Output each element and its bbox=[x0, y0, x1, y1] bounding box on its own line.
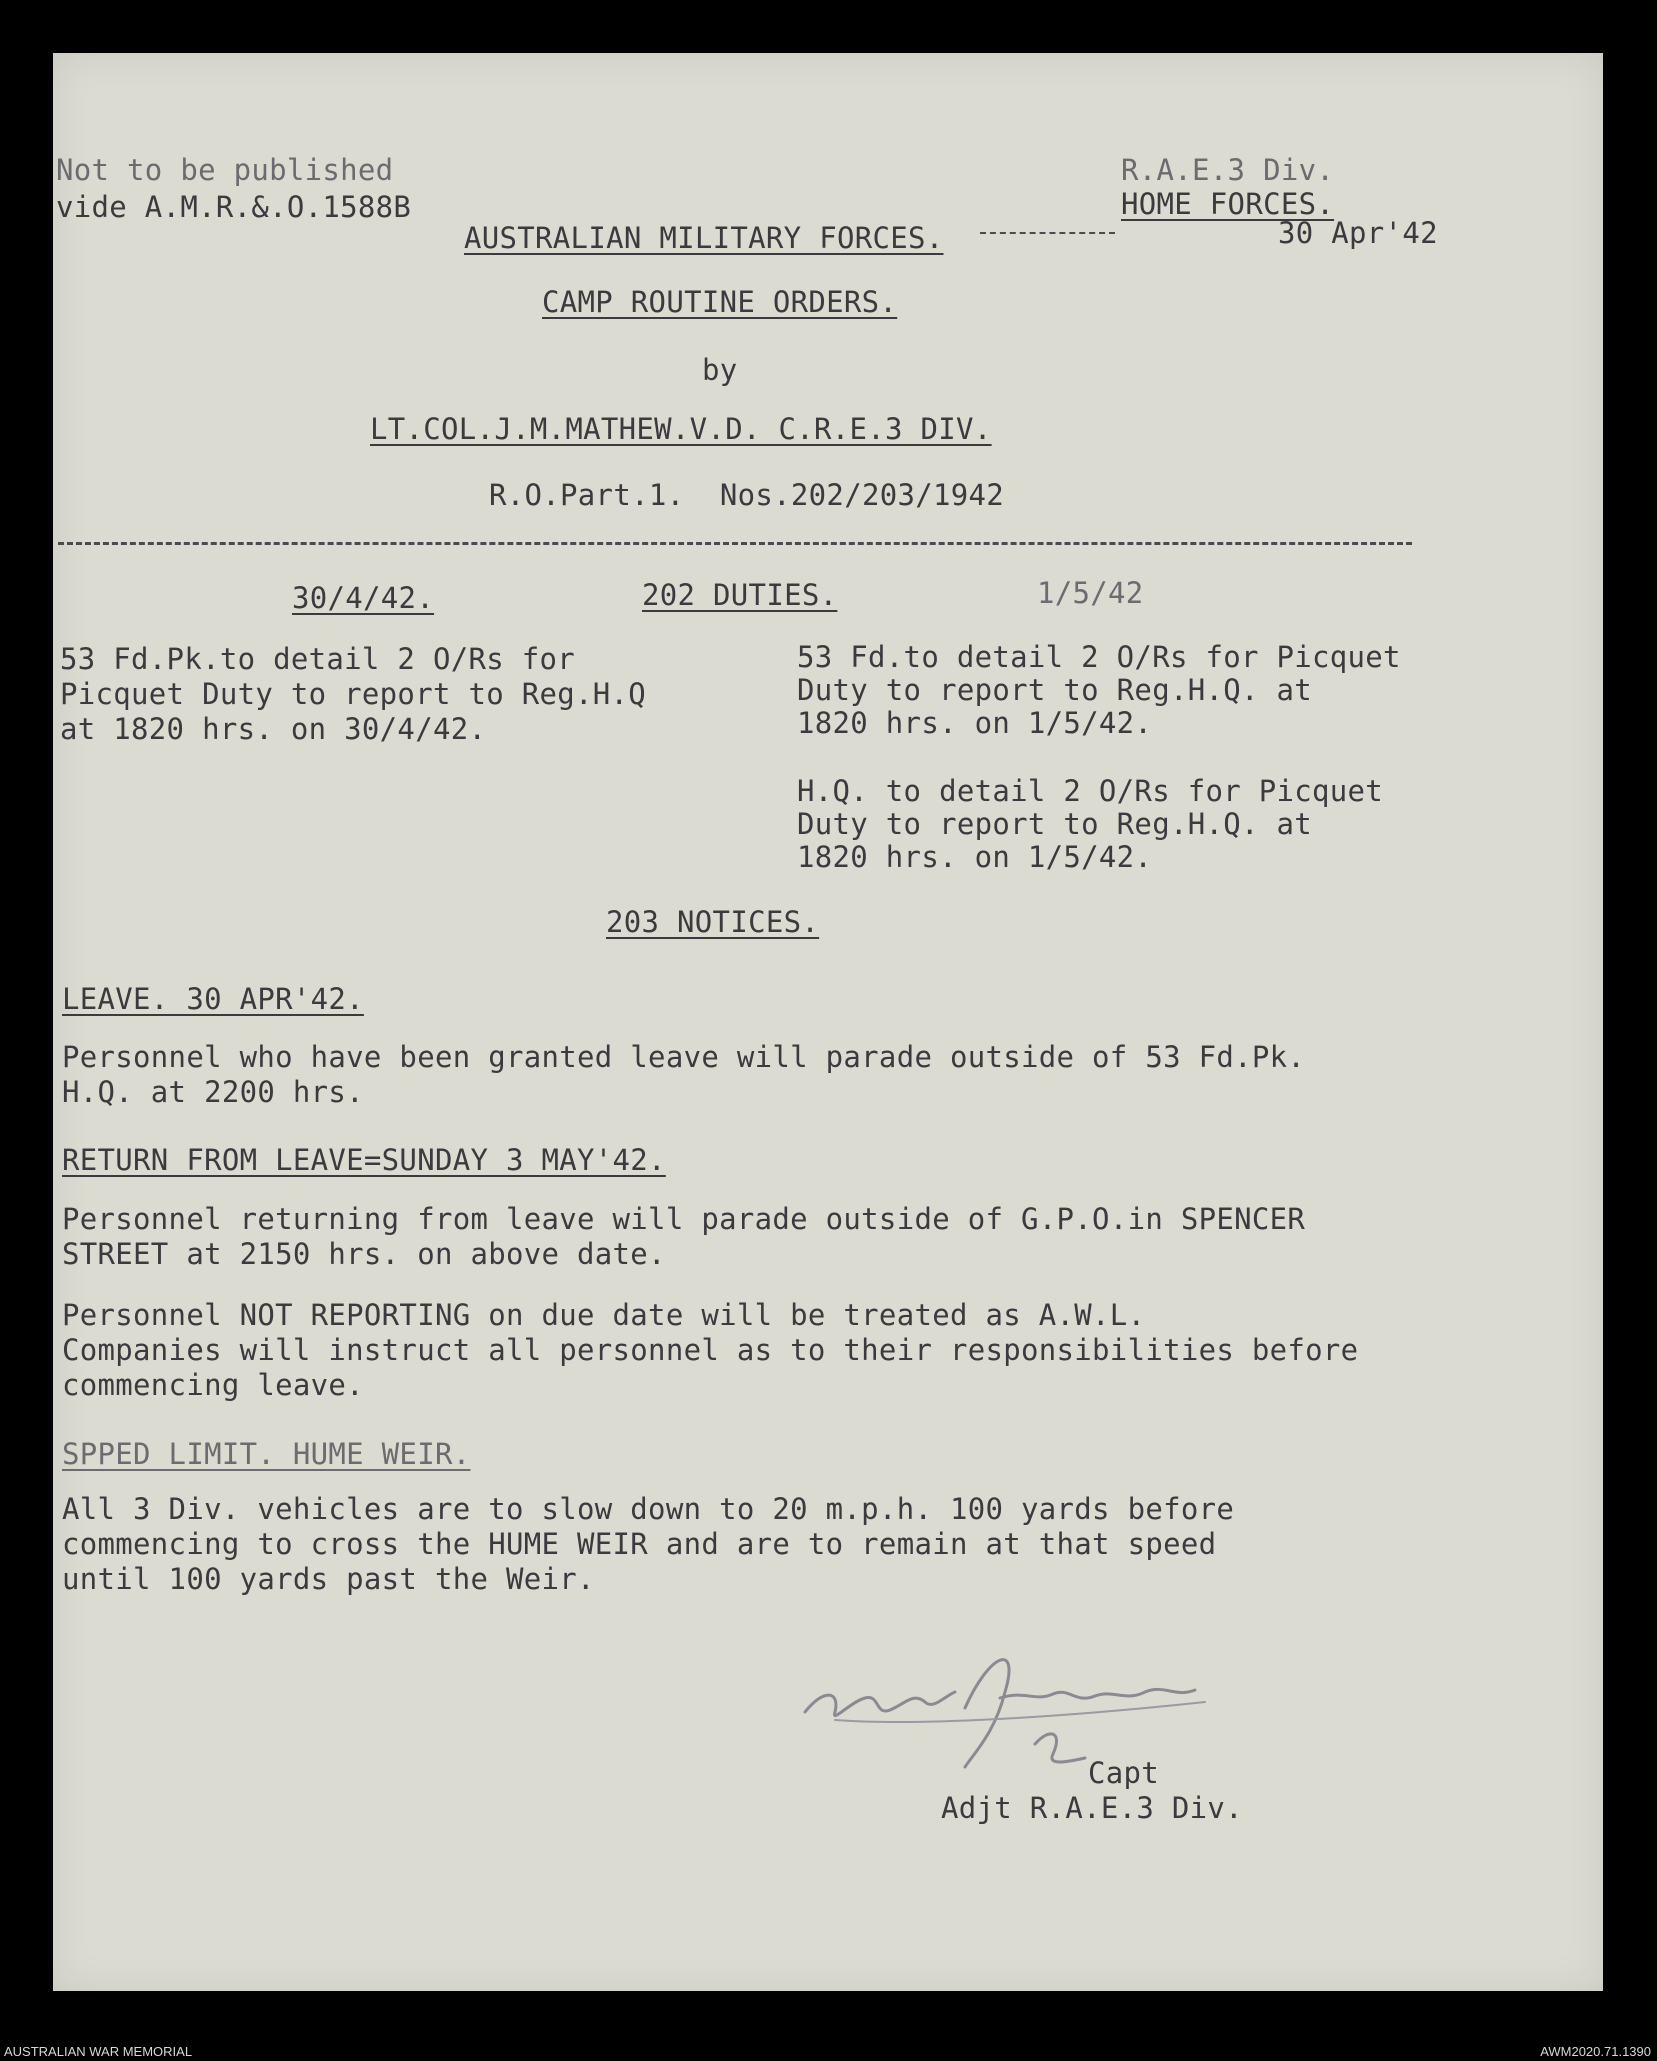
duty-left-line2: Picquet Duty to report to Reg.H.Q bbox=[60, 677, 647, 711]
speed-limit-heading: SPPED LIMIT. HUME WEIR. bbox=[62, 1437, 471, 1471]
signatory-rank: Capt bbox=[1088, 1756, 1160, 1790]
duty-right1-line1: 53 Fd.to detail 2 O/Rs for Picquet bbox=[797, 640, 1401, 674]
section-divider bbox=[58, 542, 1412, 545]
awl-line2: Companies will instruct all personnel as to their responsibilities before bbox=[62, 1333, 1359, 1367]
issuing-officer: LT.COL.J.M.MATHEW.V.D. C.R.E.3 DIV. bbox=[370, 412, 992, 446]
duties-heading: 202 DUTIES. bbox=[642, 578, 838, 612]
duty-left-line1: 53 Fd.Pk.to detail 2 O/Rs for bbox=[60, 642, 576, 676]
duty-right2-line1: H.Q. to detail 2 O/Rs for Picquet bbox=[797, 774, 1384, 808]
document-date: 30 Apr'42 bbox=[1278, 216, 1438, 250]
speed-line1: All 3 Div. vehicles are to slow down to 20 m.p.h. 100 yards before bbox=[62, 1492, 1235, 1526]
return-line1: Personnel returning from leave will parade outside of G.P.O.in SPENCER bbox=[62, 1202, 1306, 1236]
duty-right1-line2: Duty to report to Reg.H.Q. at bbox=[797, 673, 1313, 707]
routine-order-reference: R.O.Part.1. Nos.202/203/1942 bbox=[489, 478, 1005, 512]
leave-line1: Personnel who have been granted leave will parade outside of 53 Fd.Pk. bbox=[62, 1040, 1306, 1074]
distribution-note-line2: vide A.M.R.&.O.1588B bbox=[56, 190, 412, 224]
archive-reference: AWM2020.71.1390 bbox=[1540, 2044, 1651, 2059]
by-line: by bbox=[702, 353, 738, 387]
return-line2: STREET at 2150 hrs. on above date. bbox=[62, 1237, 666, 1271]
notices-heading: 203 NOTICES. bbox=[606, 905, 820, 939]
awl-line3: commencing leave. bbox=[62, 1368, 364, 1402]
return-heading: RETURN FROM LEAVE=SUNDAY 3 MAY'42. bbox=[62, 1143, 666, 1177]
duty-left-line3: at 1820 hrs. on 30/4/42. bbox=[60, 712, 487, 746]
duty-right1-line3: 1820 hrs. on 1/5/42. bbox=[797, 706, 1153, 740]
duty-right2-line3: 1820 hrs. on 1/5/42. bbox=[797, 840, 1153, 874]
document-subtitle: CAMP ROUTINE ORDERS. bbox=[542, 285, 898, 319]
speed-line2: commencing to cross the HUME WEIR and are to remain at that speed bbox=[62, 1527, 1217, 1561]
speed-line3: until 100 yards past the Weir. bbox=[62, 1562, 595, 1596]
awl-line1: Personnel NOT REPORTING on due date will be treated as A.W.L. bbox=[62, 1298, 1146, 1332]
document-title: AUSTRALIAN MILITARY FORCES. bbox=[464, 221, 944, 255]
archive-credit: AUSTRALIAN WAR MEMORIAL bbox=[4, 2044, 193, 2059]
signatory-role: Adjt R.A.E.3 Div. bbox=[941, 1791, 1243, 1825]
duty-right2-line2: Duty to report to Reg.H.Q. at bbox=[797, 807, 1313, 841]
distribution-note-line1: Not to be published bbox=[56, 153, 394, 187]
duties-date-left: 30/4/42. bbox=[292, 581, 435, 615]
duties-date-right: 1/5/42 bbox=[1037, 576, 1144, 610]
title-rule bbox=[980, 232, 1115, 234]
leave-line2: H.Q. at 2200 hrs. bbox=[62, 1075, 364, 1109]
unit-designation: R.A.E.3 Div. bbox=[1121, 153, 1335, 187]
leave-heading: LEAVE. 30 APR'42. bbox=[62, 982, 364, 1016]
command-designation: HOME FORCES. bbox=[1121, 187, 1335, 221]
